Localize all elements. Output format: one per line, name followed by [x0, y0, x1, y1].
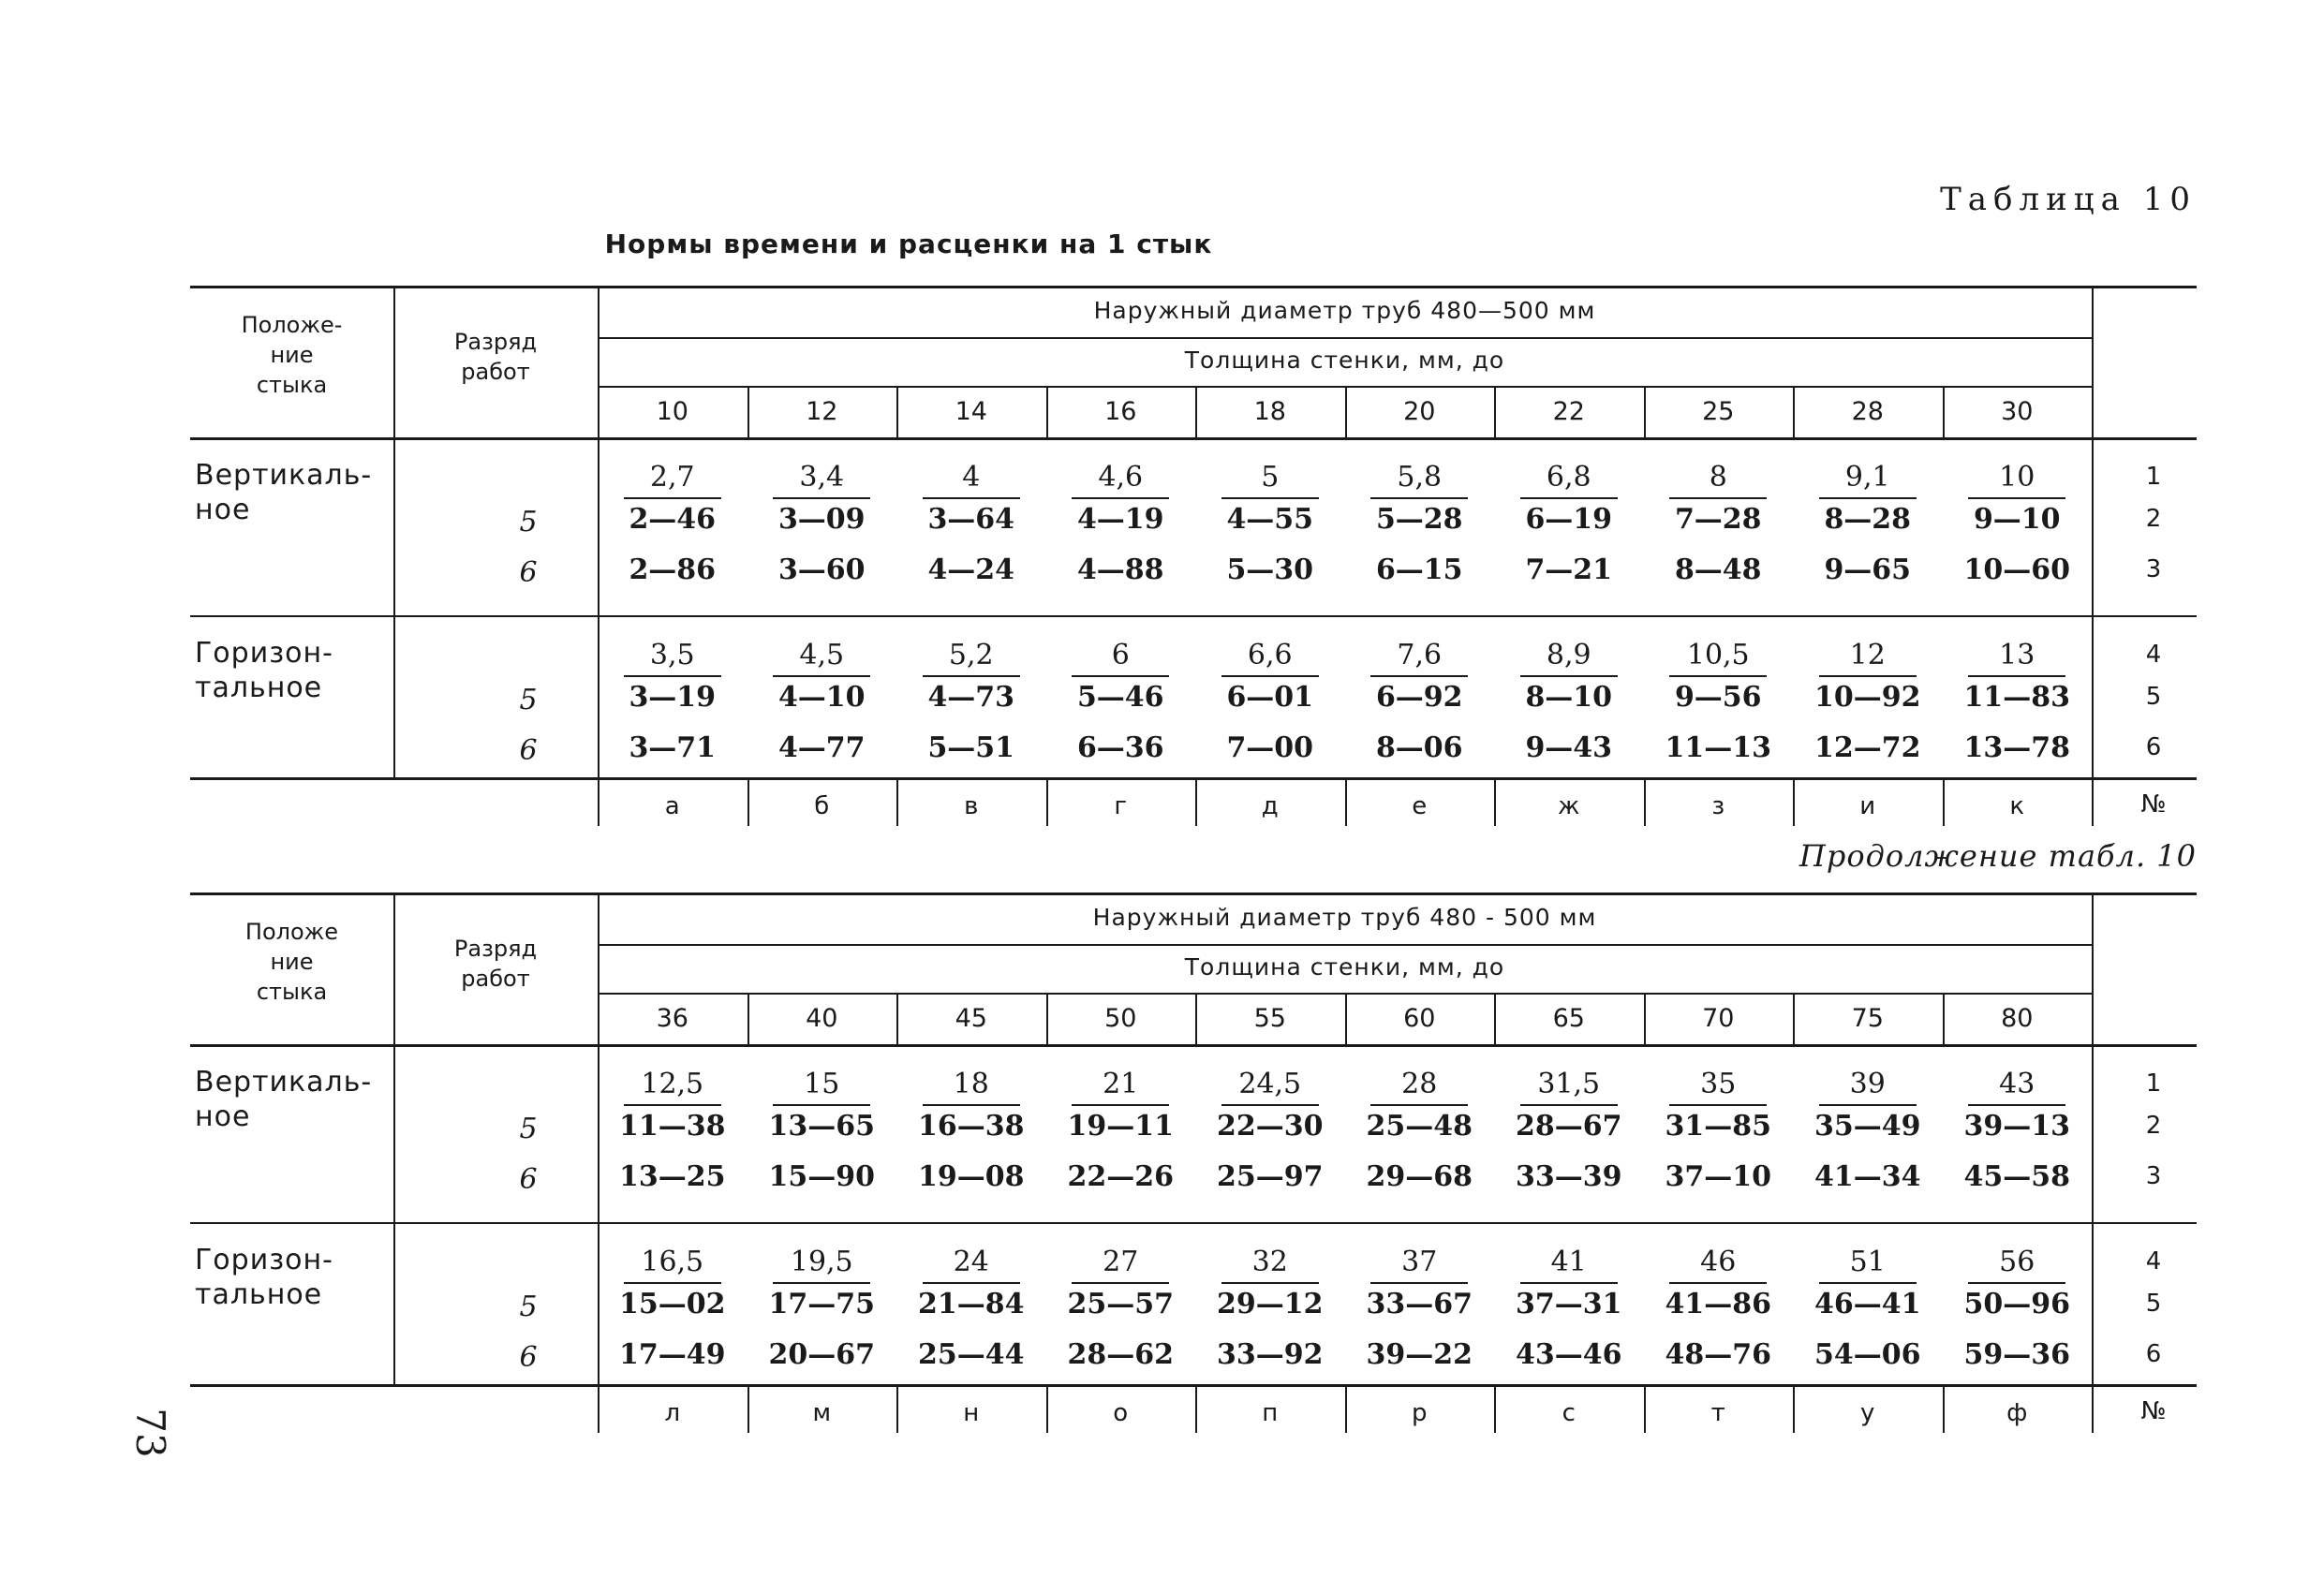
fraction-bar	[923, 497, 1020, 499]
letter-column-rule	[1195, 777, 1197, 826]
time-norm-value: 8	[1709, 461, 1727, 494]
thickness-value: 50	[1104, 1004, 1137, 1033]
fraction-bar	[1520, 1282, 1618, 1284]
fraction-bar	[1669, 1282, 1767, 1284]
thickness-column-rule	[896, 386, 898, 437]
column-letter: ж	[1558, 792, 1580, 820]
rate-grade-6: 5—51	[927, 731, 1015, 764]
thickness-value: 30	[2001, 397, 2034, 426]
time-norm-value: 12	[1849, 639, 1886, 671]
header-outer-diameter: Наружный диаметр труб 480 - 500 мм	[1092, 904, 1597, 931]
letter-column-rule	[1943, 777, 1945, 826]
column-letter: с	[1562, 1399, 1576, 1427]
column-letter: у	[1860, 1399, 1875, 1427]
row-number: 3	[2145, 555, 2162, 583]
time-norm-value: 5	[1261, 461, 1280, 494]
column-letter: з	[1711, 792, 1725, 820]
rate-grade-6: 41—34	[1814, 1160, 1921, 1193]
fraction-bar	[1370, 1104, 1468, 1106]
rate-grade-6: 45—58	[1963, 1160, 2070, 1193]
thickness-column-rule	[1494, 386, 1496, 437]
rate-grade-5: 11—38	[619, 1110, 726, 1143]
rate-grade-6: 8—48	[1674, 553, 1762, 586]
continuation-caption: Продолжение табл. 10	[1799, 838, 2197, 874]
thickness-value: 22	[1552, 397, 1585, 426]
rate-grade-5: 31—85	[1665, 1110, 1771, 1143]
thickness-column-rule	[1046, 386, 1048, 437]
grade-column-rule	[393, 892, 395, 1384]
rate-grade-5: 10—92	[1814, 681, 1921, 714]
rate-grade-5: 3—19	[629, 681, 717, 714]
rate-grade-6: 6—36	[1076, 731, 1164, 764]
thickness-column-rule	[1494, 993, 1496, 1044]
rate-grade-6: 33—92	[1217, 1338, 1324, 1371]
rate-grade-5: 17—75	[768, 1288, 875, 1320]
fraction-bar	[773, 675, 870, 677]
fraction-bar	[1968, 1104, 2065, 1106]
rate-grade-5: 6—01	[1226, 681, 1314, 714]
time-norm-value: 6,6	[1247, 639, 1293, 671]
fraction-bar	[1072, 1282, 1169, 1284]
row-number: 2	[2145, 505, 2162, 533]
rate-grade-5: 16—38	[918, 1110, 1025, 1143]
thickness-column-rule	[1943, 386, 1945, 437]
fraction-bar	[1819, 675, 1917, 677]
letter-column-rule	[1494, 1384, 1496, 1433]
time-norm-value: 10	[1999, 461, 2035, 494]
rate-grade-6: 2—86	[629, 553, 717, 586]
time-norm-value: 37	[1401, 1246, 1438, 1278]
time-norm-value: 12,5	[641, 1068, 704, 1100]
column-letter: а	[664, 792, 680, 820]
joint-position: Горизон- тальное	[195, 637, 333, 704]
time-norm-value: 56	[1999, 1246, 2035, 1278]
rate-grade-5: 9—56	[1674, 681, 1762, 714]
time-norm-value: 2,7	[649, 461, 695, 494]
rate-grade-5: 4—19	[1076, 503, 1164, 536]
fraction-bar	[1520, 1104, 1618, 1106]
table-top-rule	[190, 892, 2197, 895]
fraction-bar	[1072, 497, 1169, 499]
time-norm-value: 51	[1849, 1246, 1886, 1278]
grade-6: 6	[519, 1163, 538, 1196]
fraction-bar	[923, 1282, 1020, 1284]
rate-grade-6: 3—71	[629, 731, 717, 764]
column-letter: н	[963, 1399, 980, 1427]
thickness-value: 70	[1702, 1004, 1735, 1033]
rate-grade-6: 12—72	[1814, 731, 1921, 764]
rate-grade-6: 28—62	[1067, 1338, 1174, 1371]
thickness-value: 18	[1253, 397, 1286, 426]
table-top-rule	[190, 286, 2197, 288]
rate-grade-5: 25—57	[1067, 1288, 1174, 1320]
time-norm-value: 16,5	[641, 1246, 704, 1278]
row-number: 1	[2145, 463, 2162, 491]
thickness-value: 65	[1552, 1004, 1585, 1033]
thickness-column-rule	[1644, 993, 1646, 1044]
column-letter: р	[1411, 1399, 1428, 1427]
grade-6: 6	[519, 1341, 538, 1374]
rate-grade-5: 4—55	[1226, 503, 1314, 536]
thickness-value: 12	[806, 397, 838, 426]
rate-grade-6: 19—08	[918, 1160, 1025, 1193]
thickness-value: 45	[955, 1004, 987, 1033]
fraction-bar	[1370, 1282, 1468, 1284]
rate-grade-5: 35—49	[1814, 1110, 1921, 1143]
header-wall-thickness: Толщина стенки, мм, до	[1184, 953, 1505, 981]
fraction-bar	[923, 1104, 1020, 1106]
fraction-bar	[1819, 1104, 1917, 1106]
time-norm-value: 46	[1700, 1246, 1737, 1278]
rate-grade-5: 2—46	[629, 503, 717, 536]
header-bottom-rule	[190, 1044, 2197, 1047]
fraction-bar	[624, 1282, 721, 1284]
rownum-column-rule	[2092, 892, 2094, 1433]
rownum-column-rule	[2092, 286, 2094, 826]
rate-grade-6: 48—76	[1665, 1338, 1771, 1371]
header-grade: Разряд работ	[453, 329, 538, 385]
thickness-column-rule	[748, 386, 749, 437]
rate-grade-5: 4—10	[777, 681, 866, 714]
letter-column-rule	[1345, 1384, 1347, 1433]
rate-grade-6: 13—25	[619, 1160, 726, 1193]
rate-grade-6: 17—49	[619, 1338, 726, 1371]
thickness-column-rule	[1046, 993, 1048, 1044]
thickness-column-rule	[1644, 386, 1646, 437]
rate-grade-6: 7—21	[1525, 553, 1613, 586]
fraction-bar	[1520, 675, 1618, 677]
thickness-value: 36	[656, 1004, 688, 1033]
rate-grade-5: 8—28	[1824, 503, 1912, 536]
time-norm-value: 5,2	[948, 639, 994, 671]
row-number: 6	[2145, 1340, 2162, 1368]
rate-grade-5: 13—65	[768, 1110, 875, 1143]
letter-column-rule	[1046, 777, 1048, 826]
time-norm-value: 6,8	[1546, 461, 1591, 494]
fraction-bar	[1520, 497, 1618, 499]
letter-column-rule	[1345, 777, 1347, 826]
column-letter: п	[1262, 1399, 1279, 1427]
rate-grade-6: 5—30	[1226, 553, 1314, 586]
rate-grade-6: 3—60	[777, 553, 866, 586]
rate-grade-6: 59—36	[1963, 1338, 2070, 1371]
rate-grade-5: 6—19	[1525, 503, 1613, 536]
time-norm-value: 21	[1103, 1068, 1139, 1100]
letter-column-rule	[1494, 777, 1496, 826]
letter-column-rule	[1644, 777, 1646, 826]
time-norm-value: 39	[1849, 1068, 1886, 1100]
time-norm-value: 6	[1111, 639, 1130, 671]
time-norm-value: 4	[962, 461, 981, 494]
rate-grade-5: 46—41	[1814, 1288, 1921, 1320]
thickness-value: 20	[1403, 397, 1436, 426]
table-title: Нормы времени и расценки на 1 стык	[604, 229, 1213, 259]
row-number: 5	[2145, 1290, 2162, 1318]
row-number: 6	[2145, 733, 2162, 761]
time-norm-value: 31,5	[1537, 1068, 1601, 1100]
rate-grade-5: 5—28	[1375, 503, 1463, 536]
grade-5: 5	[519, 684, 538, 716]
rate-grade-5: 37—31	[1516, 1288, 1622, 1320]
fraction-bar	[1819, 497, 1917, 499]
time-norm-value: 5,8	[1397, 461, 1443, 494]
rate-grade-5: 9—10	[1973, 503, 2061, 536]
rate-grade-5: 21—84	[918, 1288, 1025, 1320]
column-letter: г	[1114, 792, 1128, 820]
rate-grade-5: 3—09	[777, 503, 866, 536]
rate-grade-5: 4—73	[927, 681, 1015, 714]
fraction-bar	[923, 675, 1020, 677]
fraction-bar	[624, 1104, 721, 1106]
letter-column-rule	[1793, 1384, 1795, 1433]
rate-grade-5: 25—48	[1366, 1110, 1473, 1143]
time-norm-value: 24,5	[1238, 1068, 1302, 1100]
rate-grade-6: 20—67	[768, 1338, 875, 1371]
grade-6: 6	[519, 556, 538, 589]
fraction-bar	[1221, 497, 1319, 499]
time-norm-value: 32	[1251, 1246, 1288, 1278]
time-norm-value: 24	[953, 1246, 989, 1278]
joint-position: Вертикаль- ное	[195, 1066, 373, 1133]
column-letter: к	[2009, 792, 2025, 820]
thickness-value: 60	[1403, 1004, 1436, 1033]
rate-grade-6: 4—88	[1076, 553, 1164, 586]
time-norm-value: 43	[1999, 1068, 2035, 1100]
rate-grade-6: 4—77	[777, 731, 866, 764]
fraction-bar	[1221, 1104, 1319, 1106]
diameter-header-rule	[598, 337, 2092, 339]
column-letter: о	[1113, 1399, 1129, 1427]
rate-grade-5: 3—64	[927, 503, 1015, 536]
header-position: Положе ние стыка	[244, 919, 339, 1005]
column-letter: в	[964, 792, 979, 820]
rate-grade-5: 19—11	[1067, 1110, 1174, 1143]
rate-grade-5: 29—12	[1217, 1288, 1324, 1320]
fraction-bar	[1072, 675, 1169, 677]
time-norm-value: 4,6	[1098, 461, 1144, 494]
thickness-value: 25	[1702, 397, 1735, 426]
data-column-rule	[598, 286, 600, 826]
thickness-value: 75	[1851, 1004, 1884, 1033]
header-bottom-rule	[190, 437, 2197, 440]
table-bottom-rule	[190, 777, 2197, 780]
row-number: 2	[2145, 1112, 2162, 1140]
column-letter: б	[814, 792, 830, 820]
thickness-column-rule	[1195, 386, 1197, 437]
diameter-header-rule	[598, 944, 2092, 946]
fraction-bar	[1968, 1282, 2065, 1284]
page-number: 73	[127, 1408, 173, 1458]
fraction-bar	[1370, 497, 1468, 499]
fraction-bar	[1669, 675, 1767, 677]
rate-grade-6: 33—39	[1516, 1160, 1622, 1193]
rate-grade-6: 13—78	[1963, 731, 2070, 764]
letter-column-rule	[896, 777, 898, 826]
rate-grade-6: 43—46	[1516, 1338, 1622, 1371]
grade-5: 5	[519, 1291, 538, 1323]
fraction-bar	[773, 1282, 870, 1284]
thickness-value: 16	[1104, 397, 1137, 426]
rate-grade-6: 39—22	[1366, 1338, 1473, 1371]
fraction-bar	[1819, 1282, 1917, 1284]
fraction-bar	[1072, 1104, 1169, 1106]
letter-column-rule	[1195, 1384, 1197, 1433]
rate-grade-5: 6—92	[1375, 681, 1463, 714]
group-divider-rule	[190, 1222, 2197, 1224]
thickness-column-rule	[1195, 993, 1197, 1044]
fraction-bar	[1669, 1104, 1767, 1106]
rate-grade-5: 5—46	[1076, 681, 1164, 714]
column-letter: и	[1859, 792, 1876, 820]
grade-6: 6	[519, 734, 538, 767]
table-label: Таблица 10	[1940, 181, 2197, 218]
rate-grade-5: 41—86	[1665, 1288, 1771, 1320]
rate-grade-6: 37—10	[1665, 1160, 1771, 1193]
thickness-column-rule	[1943, 993, 1945, 1044]
grade-5: 5	[519, 1113, 538, 1145]
number-label: №	[2140, 1397, 2167, 1425]
header-position: Положе- ние стыка	[241, 312, 343, 398]
time-norm-value: 19,5	[790, 1246, 853, 1278]
rate-grade-5: 7—28	[1674, 503, 1762, 536]
time-norm-value: 10,5	[1686, 639, 1750, 671]
rate-grade-6: 9—43	[1525, 731, 1613, 764]
time-norm-value: 15	[804, 1068, 840, 1100]
thickness-column-rule	[1793, 386, 1795, 437]
rate-grade-5: 39—13	[1963, 1110, 2070, 1143]
joint-position: Горизон- тальное	[195, 1244, 333, 1311]
rate-grade-5: 15—02	[619, 1288, 726, 1320]
rate-grade-6: 25—97	[1217, 1160, 1324, 1193]
letter-column-rule	[896, 1384, 898, 1433]
time-norm-value: 41	[1550, 1246, 1587, 1278]
thickness-value: 10	[656, 397, 688, 426]
rate-grade-6: 54—06	[1814, 1338, 1921, 1371]
row-number: 3	[2145, 1162, 2162, 1190]
thickness-column-rule	[748, 993, 749, 1044]
thickness-column-rule	[1345, 386, 1347, 437]
letter-column-rule	[1943, 1384, 1945, 1433]
joint-position: Вертикаль- ное	[195, 459, 373, 526]
time-norm-value: 28	[1401, 1068, 1438, 1100]
column-letter: л	[664, 1399, 681, 1427]
time-norm-value: 8,9	[1546, 639, 1591, 671]
row-number: 5	[2145, 683, 2162, 711]
rate-grade-6: 7—00	[1226, 731, 1314, 764]
rate-grade-5: 28—67	[1516, 1110, 1622, 1143]
rate-grade-6: 9—65	[1824, 553, 1912, 586]
table-bottom-rule	[190, 1384, 2197, 1387]
column-letter: ф	[2006, 1399, 2028, 1427]
fraction-bar	[624, 497, 721, 499]
thickness-value: 55	[1253, 1004, 1286, 1033]
row-number: 1	[2145, 1069, 2162, 1098]
thickness-column-rule	[896, 993, 898, 1044]
rate-grade-6: 4—24	[927, 553, 1015, 586]
rate-grade-6: 6—15	[1375, 553, 1463, 586]
time-norm-value: 13	[1999, 639, 2035, 671]
fraction-bar	[1221, 675, 1319, 677]
row-number: 4	[2145, 641, 2162, 669]
fraction-bar	[773, 1104, 870, 1106]
fraction-bar	[624, 675, 721, 677]
rate-grade-5: 8—10	[1525, 681, 1613, 714]
time-norm-value: 3,5	[649, 639, 695, 671]
column-letter: д	[1261, 792, 1279, 820]
thickness-value: 80	[2001, 1004, 2034, 1033]
header-grade: Разряд работ	[453, 936, 538, 992]
rate-grade-6: 29—68	[1366, 1160, 1473, 1193]
letter-column-rule	[1793, 777, 1795, 826]
column-letter: е	[1412, 792, 1428, 820]
header-wall-thickness: Толщина стенки, мм, до	[1184, 347, 1505, 374]
letter-column-rule	[748, 1384, 749, 1433]
fraction-bar	[1669, 497, 1767, 499]
thickness-value: 28	[1851, 397, 1884, 426]
rate-grade-5: 50—96	[1963, 1288, 2070, 1320]
fraction-bar	[1370, 675, 1468, 677]
thickness-value: 14	[955, 397, 987, 426]
rate-grade-5: 22—30	[1217, 1110, 1324, 1143]
rate-grade-5: 11—83	[1963, 681, 2070, 714]
rate-grade-6: 22—26	[1067, 1160, 1174, 1193]
time-norm-value: 3,4	[799, 461, 845, 494]
time-norm-value: 9,1	[1844, 461, 1890, 494]
group-divider-rule	[190, 615, 2197, 617]
rate-grade-6: 8—06	[1375, 731, 1463, 764]
thickness-value: 40	[806, 1004, 838, 1033]
letter-column-rule	[748, 777, 749, 826]
rate-grade-6: 10—60	[1963, 553, 2070, 586]
fraction-bar	[1968, 497, 2065, 499]
time-norm-value: 7,6	[1397, 639, 1443, 671]
thickness-column-rule	[1345, 993, 1347, 1044]
time-norm-value: 4,5	[799, 639, 845, 671]
fraction-bar	[1968, 675, 2065, 677]
thickness-column-rule	[1793, 993, 1795, 1044]
fraction-bar	[773, 497, 870, 499]
grade-5: 5	[519, 506, 538, 538]
time-norm-value: 18	[953, 1068, 989, 1100]
header-outer-diameter: Наружный диаметр труб 480—500 мм	[1093, 297, 1596, 324]
number-label: №	[2140, 790, 2167, 819]
rate-grade-6: 25—44	[918, 1338, 1025, 1371]
column-letter: т	[1710, 1399, 1725, 1427]
column-letter: м	[812, 1399, 832, 1427]
rate-grade-6: 11—13	[1665, 731, 1771, 764]
time-norm-value: 35	[1700, 1068, 1737, 1100]
data-column-rule	[598, 892, 600, 1433]
rate-grade-5: 33—67	[1366, 1288, 1473, 1320]
fraction-bar	[1221, 1282, 1319, 1284]
grade-column-rule	[393, 286, 395, 777]
letter-column-rule	[1644, 1384, 1646, 1433]
time-norm-value: 27	[1103, 1246, 1139, 1278]
letter-column-rule	[1046, 1384, 1048, 1433]
rate-grade-6: 15—90	[768, 1160, 875, 1193]
row-number: 4	[2145, 1247, 2162, 1276]
